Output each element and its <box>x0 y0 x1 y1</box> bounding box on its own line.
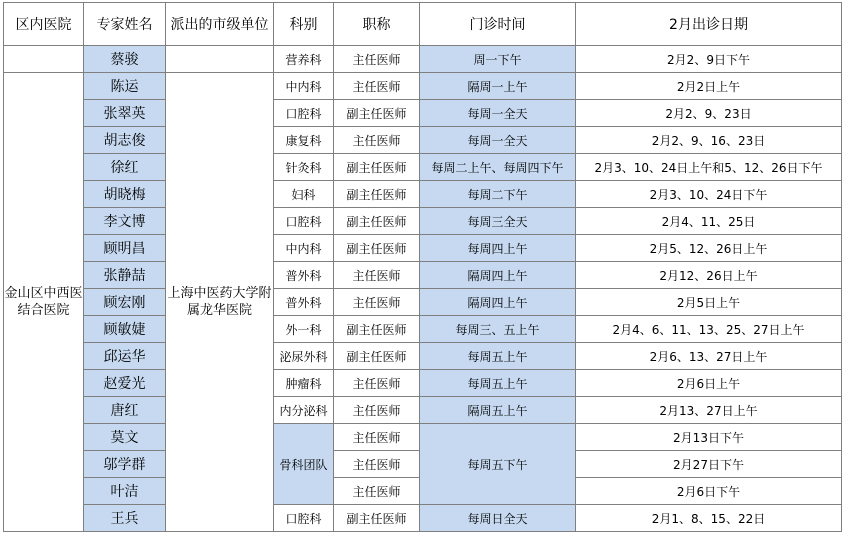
hospital-cell: 金山区中西医结合医院 <box>4 73 84 532</box>
dates-cell: 2月2、9、23日 <box>576 100 842 127</box>
col-header-dept: 科别 <box>274 3 334 46</box>
table-row <box>4 181 842 208</box>
expert-name: 莫文 <box>84 424 166 451</box>
expert-name: 叶洁 <box>84 478 166 505</box>
table-row <box>4 343 842 370</box>
expert-name: 顾明昌 <box>84 235 166 262</box>
time-cell: 每周二下午 <box>420 181 576 208</box>
dept-cell: 肿瘤科 <box>274 370 334 397</box>
expert-name: 邱运华 <box>84 343 166 370</box>
col-header-unit: 派出的市级单位 <box>166 3 274 46</box>
table-row <box>4 370 842 397</box>
dept-cell: 中内科 <box>274 235 334 262</box>
expert-name: 陈运 <box>84 73 166 100</box>
dates-cell: 2月2、9日下午 <box>576 46 842 73</box>
expert-name: 徐红 <box>84 154 166 181</box>
table-row <box>4 505 842 532</box>
title-cell: 副主任医师 <box>334 505 420 532</box>
dates-cell: 2月2日上午 <box>576 73 842 100</box>
col-header-time: 门诊时间 <box>420 3 576 46</box>
title-cell: 主任医师 <box>334 73 420 100</box>
title-cell: 副主任医师 <box>334 316 420 343</box>
dates-cell: 2月5、12、26日上午 <box>576 235 842 262</box>
time-cell: 每周五上午 <box>420 343 576 370</box>
unit-cell: 上海中医药大学附属龙华医院 <box>166 73 274 532</box>
time-cell: 每周日全天 <box>420 505 576 532</box>
dept-cell: 口腔科 <box>274 208 334 235</box>
title-cell: 主任医师 <box>334 424 420 451</box>
dates-cell: 2月6日上午 <box>576 370 842 397</box>
title-cell: 主任医师 <box>334 127 420 154</box>
col-header-title: 职称 <box>334 3 420 46</box>
table-row <box>4 424 842 451</box>
expert-name: 蔡骏 <box>84 46 166 73</box>
col-header-hospital: 区内医院 <box>4 3 84 46</box>
table-row <box>4 397 842 424</box>
dates-cell: 2月2、9、16、23日 <box>576 127 842 154</box>
dept-cell-ortho-group: 骨科团队 <box>274 424 334 505</box>
title-cell: 主任医师 <box>334 46 420 73</box>
schedule-table <box>3 2 842 532</box>
title-cell: 主任医师 <box>334 289 420 316</box>
time-cell: 隔周四上午 <box>420 262 576 289</box>
time-cell: 每周二上午、每周四下午 <box>420 154 576 181</box>
time-cell: 隔周一上午 <box>420 73 576 100</box>
title-cell: 主任医师 <box>334 397 420 424</box>
title-cell: 主任医师 <box>334 370 420 397</box>
dept-cell: 针灸科 <box>274 154 334 181</box>
dept-cell: 营养科 <box>274 46 334 73</box>
table-row <box>4 289 842 316</box>
dates-cell: 2月4、11、25日 <box>576 208 842 235</box>
dept-cell: 口腔科 <box>274 100 334 127</box>
dates-cell: 2月6、13、27日上午 <box>576 343 842 370</box>
title-cell: 副主任医师 <box>334 100 420 127</box>
title-cell: 主任医师 <box>334 478 420 505</box>
expert-name: 张翠英 <box>84 100 166 127</box>
table-row <box>4 262 842 289</box>
time-cell: 隔周四上午 <box>420 289 576 316</box>
table-row <box>4 235 842 262</box>
expert-name: 顾宏刚 <box>84 289 166 316</box>
time-cell: 每周五上午 <box>420 370 576 397</box>
col-header-expert: 专家姓名 <box>84 3 166 46</box>
table-row <box>4 154 842 181</box>
expert-name: 王兵 <box>84 505 166 532</box>
title-cell: 主任医师 <box>334 262 420 289</box>
dates-cell: 2月3、10、24日下午 <box>576 181 842 208</box>
time-cell-ortho-group: 每周五下午 <box>420 424 576 505</box>
time-cell: 每周三全天 <box>420 208 576 235</box>
expert-name: 顾敏婕 <box>84 316 166 343</box>
dept-cell: 普外科 <box>274 262 334 289</box>
dates-cell: 2月13日下午 <box>576 424 842 451</box>
table-row <box>4 208 842 235</box>
expert-name: 邬学群 <box>84 451 166 478</box>
expert-name: 唐红 <box>84 397 166 424</box>
title-cell: 副主任医师 <box>334 181 420 208</box>
title-cell: 副主任医师 <box>334 235 420 262</box>
expert-name: 赵爱光 <box>84 370 166 397</box>
expert-name: 胡晓梅 <box>84 181 166 208</box>
dept-cell: 中内科 <box>274 73 334 100</box>
dates-cell: 2月12、26日上午 <box>576 262 842 289</box>
time-cell: 周一下午 <box>420 46 576 73</box>
dates-cell: 2月3、10、24日上午和5、12、26日下午 <box>576 154 842 181</box>
table-row <box>4 100 842 127</box>
dates-cell: 2月5日上午 <box>576 289 842 316</box>
hospital-cell-blank <box>4 46 84 73</box>
dates-cell: 2月4、6、11、13、25、27日上午 <box>576 316 842 343</box>
dept-cell: 康复科 <box>274 127 334 154</box>
dates-cell: 2月27日下午 <box>576 451 842 478</box>
table-row <box>4 46 842 73</box>
title-cell: 副主任医师 <box>334 343 420 370</box>
expert-name: 胡志俊 <box>84 127 166 154</box>
expert-name: 李文博 <box>84 208 166 235</box>
title-cell: 副主任医师 <box>334 208 420 235</box>
unit-cell-blank <box>166 46 274 73</box>
dates-cell: 2月13、27日上午 <box>576 397 842 424</box>
expert-name: 张静喆 <box>84 262 166 289</box>
table-row <box>4 73 842 100</box>
time-cell: 隔周五上午 <box>420 397 576 424</box>
dept-cell: 口腔科 <box>274 505 334 532</box>
dept-cell: 内分泌科 <box>274 397 334 424</box>
col-header-dates: 2月出诊日期 <box>576 3 842 46</box>
dept-cell: 泌尿外科 <box>274 343 334 370</box>
time-cell: 每周一全天 <box>420 127 576 154</box>
table-row <box>4 127 842 154</box>
dept-cell: 妇科 <box>274 181 334 208</box>
dept-cell: 外一科 <box>274 316 334 343</box>
title-cell: 主任医师 <box>334 451 420 478</box>
time-cell: 每周四上午 <box>420 235 576 262</box>
time-cell: 每周三、五上午 <box>420 316 576 343</box>
dates-cell: 2月6日下午 <box>576 478 842 505</box>
title-cell: 副主任医师 <box>334 154 420 181</box>
time-cell: 每周一全天 <box>420 100 576 127</box>
table-row <box>4 316 842 343</box>
dept-cell: 普外科 <box>274 289 334 316</box>
header-row <box>4 3 842 46</box>
dates-cell: 2月1、8、15、22日 <box>576 505 842 532</box>
